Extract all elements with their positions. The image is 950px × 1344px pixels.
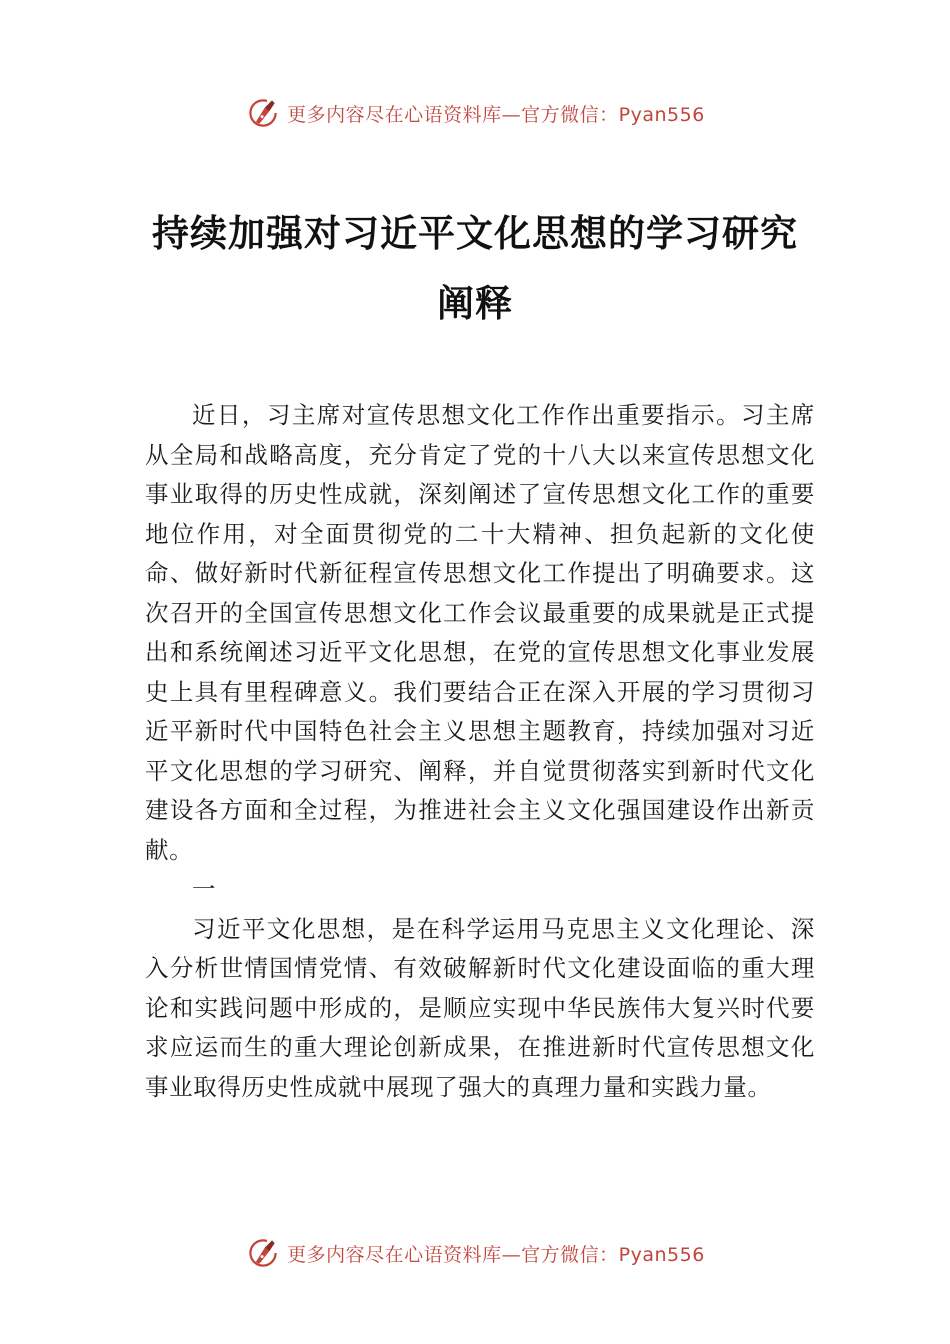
document-body [145, 396, 815, 1107]
paragraph-section-one: 习近平文化思想，是在科学运用马克思主义文化理论、深入分析世情国情党情、有效破解新时代文化建设面临的重大理论和实践问题中形成的，是顺应实现中华民族伟大复兴时代要求应运而生的重大理论创新成果，在推进新时代宣传思想文化事业取得历史性成就中展现了强大的真理力量和实践力量。 [145, 914, 815, 1101]
section-heading-one: 一 [192, 875, 217, 903]
document-title: 持续加强对习近平文化思想的学习研究阐释 [152, 211, 798, 325]
header-banner-text: 更多内容尽在心语资料库—官方微信：Pyan556 [287, 103, 705, 126]
header-watermark-banner [0, 93, 950, 133]
footer-wechat-id: Pyan556 [618, 1243, 705, 1266]
header-wechat-id: Pyan556 [618, 103, 705, 126]
paragraph-intro: 近日，习主席对宣传思想文化工作作出重要指示。习主席从全局和战略高度，充分肯定了党的十八大以来宣传思想文化事业取得的历史性成就，深刻阐述了宣传思想文化工作的重要地位作用，对全面贯彻党的二十大精神、担负起新的文化使命、做好新时代新征程宣传思想文化工作提出了明确要求。这次召开的全国宣传思想文化工作会议最重要的成果就是正式提出和系统阐述习近平文化思想，在党的宣传思想文化事业发展史上具有里程碑意义。我们要结合正在深入开展的学习贯彻习近平新时代中国特色社会主义思想主题教育，持续加强对习近平文化思想的学习研究、阐释，并自觉贯彻落实到新时代文化建设各方面和全过程，为推进社会主义文化强国建设作出新贡献。 [145, 401, 815, 864]
pen-nib-logo-icon [245, 1235, 281, 1271]
footer-banner-text: 更多内容尽在心语资料库—官方微信：Pyan556 [287, 1243, 705, 1266]
pen-nib-logo-icon [245, 95, 281, 131]
footer-watermark-banner [0, 1233, 950, 1273]
